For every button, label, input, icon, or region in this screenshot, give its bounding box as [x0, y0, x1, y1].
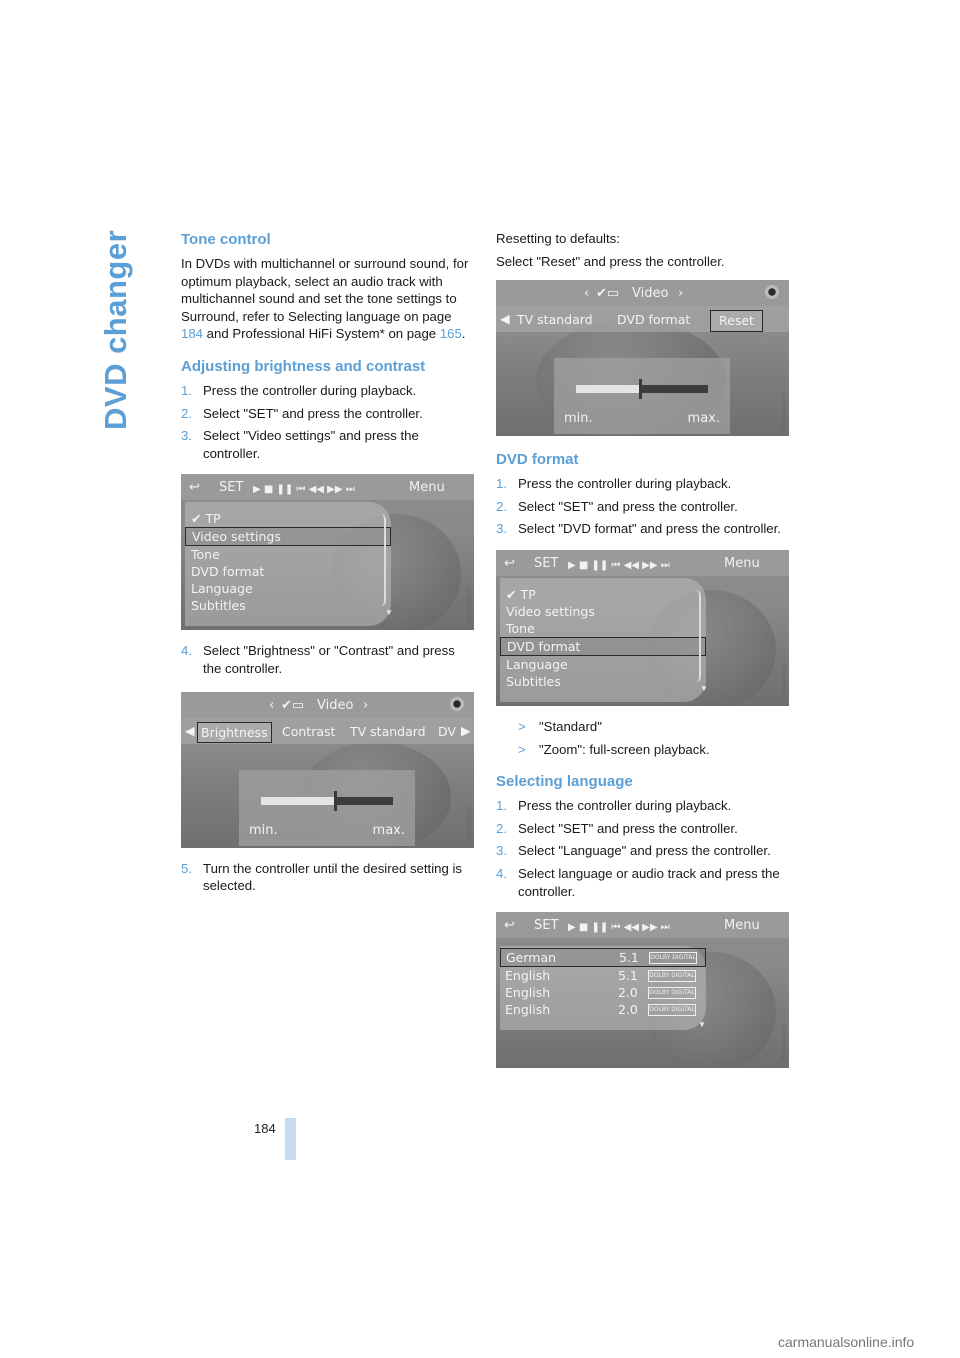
left-arrow-icon: ◀ — [185, 722, 195, 738]
option-reset: Reset — [710, 310, 763, 332]
scroll-down-icon: ▼ — [700, 683, 708, 693]
back-icon: ↩ — [504, 918, 515, 934]
option-contrast: Contrast — [282, 723, 336, 739]
language-steps — [496, 797, 791, 900]
left-arrow-icon: ‹ — [584, 286, 590, 302]
resetting-line1: Resetting to defaults: — [496, 231, 620, 246]
menu-item-tp: ✔ TP — [191, 511, 221, 527]
brightness-steps-cont — [181, 642, 476, 677]
back-icon: ↩ — [504, 555, 515, 571]
scroll-indicator — [696, 590, 701, 682]
video-option-bar — [496, 306, 789, 332]
dvd-format-steps — [496, 475, 791, 538]
list-item: 2. Select "SET" and press the controller. — [496, 498, 738, 514]
selecting-language-heading: Selecting language — [496, 773, 633, 791]
left-arrow-icon: ◀ — [500, 311, 510, 327]
menu-list — [500, 578, 706, 702]
list-item: 4. Select language or audio track and press the controller. — [496, 865, 780, 899]
menu-item-video-settings: Video settings — [506, 603, 595, 619]
menu-item-video-settings: Video settings — [185, 527, 391, 546]
check-icon: ✔ — [191, 511, 202, 527]
screen-set-menu-video-settings: ↩ SET ▶ ■ ❚❚ ⏮ ◀◀ ▶▶ ⏭ Menu ✔ TP Video settings Tone DVD format Language Subtitles ▼ W00038ACS — [181, 474, 474, 630]
right-arrow-icon: › — [363, 697, 369, 713]
list-item: 3. Select "DVD format" and press the controller. — [496, 521, 781, 537]
right-arrow-icon: ▶ — [461, 722, 471, 738]
playback-controls-icon: ▶ ■ ❚❚ ⏮ ◀◀ ▶▶ ⏭ — [253, 484, 355, 496]
scroll-indicator — [381, 514, 386, 606]
video-settings-icon: ✔▭ — [596, 286, 620, 302]
resetting-line2: Select "Reset" and press the controller. — [496, 253, 725, 269]
brightness-heading: Adjusting brightness and contrast — [181, 357, 426, 375]
page-link-184[interactable]: 184 — [181, 326, 204, 342]
dvd-format-options — [496, 718, 791, 758]
menu-item-subtitles: Subtitles — [191, 598, 246, 614]
list-item: 1. Press the controller during playback. — [496, 476, 732, 492]
left-arrow-icon: ‹ — [269, 697, 275, 713]
option-dvd-format: DV — [438, 723, 456, 739]
menu-item-tone: Tone — [191, 547, 220, 563]
menu-item-dvd-format: DVD format — [191, 564, 265, 580]
screen-video-brightness: ‹ ✔▭ Video › ◀ Brightness Contrast TV standard DV ▶ min. max. W00039CDK — [181, 692, 474, 848]
dolby-digital-icon: DOLBY DIGITAL — [648, 970, 696, 982]
option-tv-standard: TV standard — [517, 312, 593, 328]
back-icon: ↩ — [189, 480, 200, 496]
list-item: > "Standard" — [518, 718, 602, 734]
list-item: 3. Select "Video settings" and press the controller. — [181, 428, 419, 461]
language-row-german: German 5.1 DOLBY DIGITAL — [500, 948, 706, 967]
list-item: 3. Select "Language" and press the controller. — [496, 843, 771, 859]
option-brightness: Brightness — [197, 722, 272, 744]
right-arrow-icon: › — [678, 286, 684, 302]
menu-item-language: Language — [191, 581, 253, 597]
language-row-english: English 5.1 DOLBY DIGITAL — [505, 968, 695, 984]
screen-set-menu-dvd-format: ↩ SET ▶ ■ ❚❚ ⏮ ◀◀ ▶▶ ⏭ Menu ✔ TP Video settings Tone DVD format Language Subtitles ▼ W00041ACS — [496, 550, 789, 706]
video-settings-icon: ✔▭ — [281, 697, 305, 713]
menu-item-tp: ✔ TP — [506, 586, 536, 602]
screen-language-menu: ↩ SET ▶ ■ ❚❚ ⏮ ◀◀ ▶▶ ⏭ Menu German 5.1 DOLBY DIGITAL English 5.1 DOLBY DIGITAL English 2.0 DOLBY DIGITAL English 2.0 DOLBY DIGITAL ▼ W00042ACS — [496, 912, 789, 1068]
playback-controls-icon: ▶ ■ ❚❚ ⏮ ◀◀ ▶▶ ⏭ — [568, 922, 670, 934]
scroll-down-icon: ▼ — [385, 608, 393, 618]
list-item: 4. Select "Brightness" or "Contrast" and press the controller. — [181, 643, 455, 676]
page-number: 184 — [254, 1121, 276, 1136]
language-row-english: English 2.0 DOLBY DIGITAL — [505, 1002, 695, 1018]
list-item: > "Zoom": full-screen playback. — [518, 741, 710, 757]
menu-item-subtitles: Subtitles — [506, 673, 561, 689]
option-dvd-format: DVD format — [617, 312, 691, 328]
left-column — [181, 230, 476, 900]
controller-icon — [765, 285, 779, 299]
brightness-steps — [181, 382, 476, 462]
option-tv-standard: TV standard — [350, 723, 426, 739]
dvd-format-heading: DVD format — [496, 451, 579, 469]
check-icon: ✔ — [506, 586, 517, 602]
scroll-down-icon: ▼ — [698, 1020, 706, 1030]
watermark: carmanualsonline.info — [778, 1334, 915, 1350]
page-link-165[interactable]: 165 — [439, 326, 462, 342]
list-item: 5. Turn the controller until the desired setting is selected. — [181, 860, 462, 894]
brightness-slider: min. max. — [239, 770, 415, 846]
brightness-steps-final — [181, 860, 476, 895]
playback-controls-icon: ▶ ■ ❚❚ ⏮ ◀◀ ▶▶ ⏭ — [568, 559, 670, 571]
language-row-english: English 2.0 DOLBY DIGITAL — [505, 985, 695, 1001]
list-item: 1. Press the controller during playback. — [496, 798, 732, 814]
page-number-bar — [285, 1118, 296, 1160]
menu-item-tone: Tone — [506, 620, 535, 636]
menu-item-language: Language — [506, 656, 568, 672]
tone-control-body: In DVDs with multichannel or surround sound, for optimum playback, select an audio track with multichannel sound and set the tone settings to Surround, refer to Selecting language on page 184 and Professional HiFi System* on page 165. — [181, 256, 469, 342]
tone-control-heading: Tone control — [181, 231, 271, 248]
dolby-digital-icon: DOLBY DIGITAL — [649, 952, 697, 964]
video-option-bar — [181, 718, 474, 744]
menu-list — [185, 502, 391, 626]
section-side-title: DVD changer — [98, 229, 133, 430]
screen-video-reset: ‹ ✔▭ Video › ◀ TV standard DVD format Reset min. max. W00041ACS — [496, 280, 789, 436]
reset-slider: min. max. — [554, 358, 730, 434]
list-item: 2. Select "SET" and press the controller. — [496, 820, 738, 836]
list-item: 2. Select "SET" and press the controller. — [181, 405, 423, 421]
right-column — [496, 230, 791, 1080]
menu-item-dvd-format: DVD format — [500, 637, 706, 656]
controller-icon — [450, 697, 464, 711]
dolby-digital-icon: DOLBY DIGITAL — [648, 1004, 696, 1016]
list-item: 1. Press the controller during playback. — [181, 382, 417, 398]
language-list — [500, 946, 706, 1030]
dolby-digital-icon: DOLBY DIGITAL — [648, 987, 696, 999]
